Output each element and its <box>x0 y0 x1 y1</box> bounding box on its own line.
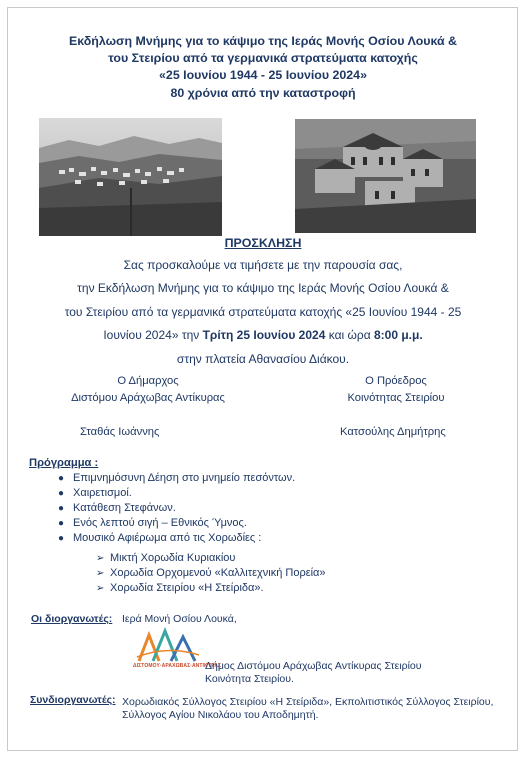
line4-prefix: Ιουνίου 2024» την <box>103 328 203 343</box>
list-item: ➢ Χορωδία Στειρίου «Η Στείριδα». <box>96 582 264 594</box>
document-title <box>0 33 526 102</box>
arrow-right-icon: ➢ <box>96 568 105 579</box>
bullet-icon: ● <box>58 533 65 544</box>
program-list <box>58 471 295 546</box>
co-organizers-line-2: Σύλλογος Αγίου Νικολάου του Αποδημητή. <box>122 709 319 721</box>
invitation-line-5: στην πλατεία Αθανασίου Διάκου. <box>176 351 350 366</box>
organizer-community: Κοινότητα Στειρίου. <box>205 673 294 685</box>
bullet-icon: ● <box>58 488 65 499</box>
list-item: ➢ Μικτή Χορωδία Κυριακίου <box>96 552 236 564</box>
list-item: ● Επιμνημόσυνη Δέηση στο μνημείο πεσόντων. <box>58 472 296 484</box>
choir-list <box>96 551 326 596</box>
organizer-municipality: Δήμος Διστόμου Αράχωβας Αντίκυρας Στειρίου <box>205 660 422 672</box>
mayor-title: Ο Δήμαρχος <box>117 375 179 387</box>
co-organizers-label: Συνδιοργανωτές: <box>30 694 116 706</box>
logo-caption: ΔΙΣΤΟΜΟΥ·ΑΡΑΧΩΒΑΣ·ΑΝΤΙΚΥΡΑΣ <box>133 663 222 669</box>
mayor-office: Διστόμου Αράχωβας Αντίκυρας <box>71 392 225 404</box>
bullet-icon: ● <box>58 473 65 484</box>
invitation-heading: ΠΡΟΣΚΛΗΣΗ <box>224 236 302 250</box>
list-item: ➢ Χορωδία Ορχομενού «Καλλιτεχνική Πορεία» <box>96 567 326 579</box>
co-organizers-line-1: Χορωδιακός Σύλλογος Στειρίου «Η Στείριδα», Εκπολιτιστικός Σύλλογος Στειρίου, <box>122 696 494 708</box>
bullet-icon: ● <box>58 518 65 529</box>
title-line-2: του Στειρίου από τα γερμανικά στρατεύματα κατοχής <box>108 51 418 66</box>
title-line-3: «25 Ιουνίου 1944 - 25 Ιουνίου 2024» <box>159 68 367 83</box>
invitation-line-2: την Εκδήλωση Μνήμης για το κάψιμο της Ιεράς Μονής Οσίου Λουκά & <box>77 281 449 296</box>
organizers-label: Οι διοργανωτές: <box>31 613 113 625</box>
village-photo <box>39 118 222 236</box>
mayor-signature <box>48 373 248 441</box>
event-date: Τρίτη 25 Ιουνίου 2024 <box>202 328 326 343</box>
mayor-name: Σταθάς Ιωάννης <box>80 426 160 438</box>
event-time: 8:00 μ.μ. <box>373 328 423 343</box>
list-item: ● Ενός λεπτού σιγή – Εθνικός Ύμνος. <box>58 517 247 529</box>
invitation-line-4 <box>20 324 506 347</box>
invitation-line-3: του Στειρίου από τα γερμανικά στρατεύματα κατοχής «25 Ιουνίου 1944 - 25 <box>64 304 462 319</box>
arrow-right-icon: ➢ <box>96 583 105 594</box>
list-item: ● Χαιρετισμοί. <box>58 487 132 499</box>
invitation-line-1: Σας προσκαλούμε να τιμήσετε με την παρουσία σας, <box>123 258 403 272</box>
list-item: ● Κατάθεση Στεφάνων. <box>58 502 176 514</box>
president-office: Κοινότητας Στειρίου <box>347 392 445 404</box>
monastery-photo <box>295 119 476 233</box>
president-title: Ο Πρόεδρος <box>365 375 427 387</box>
line4-middle: και ώρα <box>325 328 374 343</box>
president-name: Κατσούλης Δημήτρης <box>340 426 446 438</box>
program-label: Πρόγραμμα : <box>29 457 99 469</box>
title-line-1: Εκδήλωση Μνήμης για το κάψιμο της Ιεράς Μονής Οσίου Λουκά & <box>68 34 457 48</box>
list-item: ● Μουσικό Αφιέρωμα από τις Χορωδίες : <box>58 532 262 544</box>
invitation-body <box>20 254 506 371</box>
title-line-4: 80 χρόνια από την καταστροφή <box>170 85 356 100</box>
organizer-monastery: Ιερά Μονή Οσίου Λουκά, <box>122 613 237 625</box>
bullet-icon: ● <box>58 503 65 514</box>
arrow-right-icon: ➢ <box>96 553 105 564</box>
president-signature <box>316 373 476 441</box>
municipality-logo <box>133 627 203 665</box>
